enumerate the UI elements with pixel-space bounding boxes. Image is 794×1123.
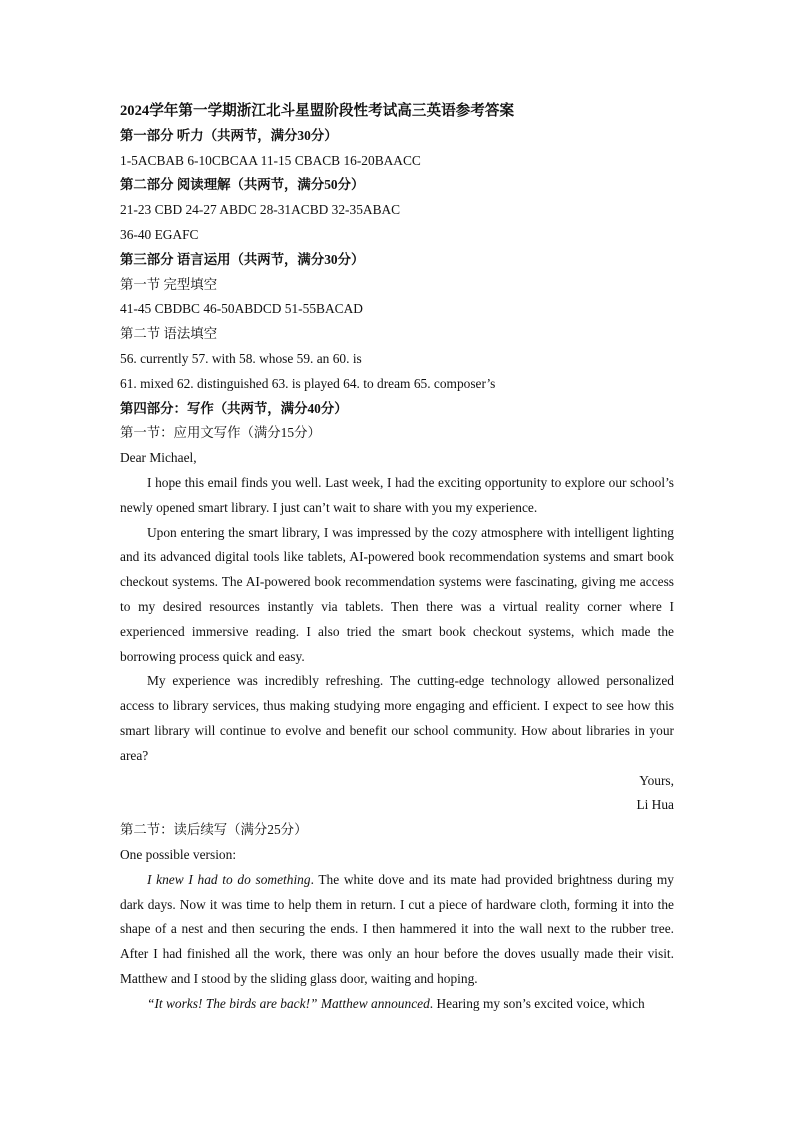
part2-heading: 第二部分 阅读理解（共两节，满分50分） [120,177,365,193]
letter-paragraph-1: I hope this email finds you well. Last week, I had the exciting opportunity to explore our school’s newly opened smart library. I just can’t wait to share with you my experience. [120,474,674,515]
part3-section2-title: 第二节 语法填空 [120,326,218,342]
part1-answers: 1-5ACBAB 6-10CBCAA 11-15 CBACB 16-20BAACC [120,152,421,168]
part4-heading: 第四部分：写作（共两节，满分40分） [120,400,348,416]
part4-section2-title: 第二节：读后续写（满分25分） [120,822,308,838]
story-paragraph-1-opening: I knew I had to do something [147,871,311,887]
part2-answers-line1: 21-23 CBD 24-27 ABDC 28-31ACBD 32-35ABAC [120,202,401,218]
part3-heading: 第三部分 语言运用（共两节，满分30分） [120,251,365,267]
letter-signature: Li Hua [636,797,674,813]
story-paragraph-2-opening: “It works! The birds are back!” Matthew announced [147,995,430,1011]
version-label: One possible version: [120,846,237,862]
part1-heading: 第一部分 听力（共两节，满分30分） [120,127,338,143]
part3-section2-line2: 61. mixed 62. distinguished 63. is played 64. to dream 65. composer’s [120,375,496,391]
answer-document [120,99,674,1016]
story-paragraph-1 [120,868,674,992]
story-paragraph-2-body: . Hearing my son’s excited voice, which [429,995,645,1011]
letter-paragraph-3: My experience was incredibly refreshing. The cutting-edge technology allowed personalized access to library services, thus making studying more engaging and efficient. I expect to see how this smart library will continue to evolve and benefit our school community. How about libraries in your area? [120,673,674,763]
part3-section1-answers: 41-45 CBDBC 46-50ABDCD 51-55BACAD [120,301,363,317]
story-paragraph-2 [120,992,674,1017]
letter-paragraph-2: Upon entering the smart library, I was impressed by the cozy atmosphere with intelligent lighting and its advanced digital tools like tablets, AI-powered book recommendation systems and smart book checkout systems. The AI-powered book recommendation systems were fascinating, giving me access to my desired resources instantly via tablets. Then there was a virtual reality corner where I experienced immersive reading. I also tried the smart book checkout systems, which made the borrowing process quick and easy. [120,524,674,664]
letter-greeting: Dear Michael, [120,450,197,466]
part2-answers-line2: 36-40 EGAFC [120,226,199,242]
story-paragraph-1-body: . The white dove and its mate had provided brightness during my dark days. Now it was time to help them in return. I cut a piece of hardware cloth, forming it into the shape of a nest and then securing the ends. I then hammered it into the wall next to the rubber tree. After I had finished all the work, there was only an hour before the doves usually made their visit. Matthew and I stood by the sliding glass door, waiting and hoping. [120,871,674,986]
document-title: 2024学年第一学期浙江北斗星盟阶段性考试高三英语参考答案 [120,103,515,119]
letter-closing: Yours, [639,772,674,788]
part3-section2-line1: 56. currently 57. with 58. whose 59. an 60. is [120,350,362,366]
part4-section1-title: 第一节：应用文写作（满分15分） [120,425,321,441]
part3-section1-title: 第一节 完型填空 [120,276,218,292]
